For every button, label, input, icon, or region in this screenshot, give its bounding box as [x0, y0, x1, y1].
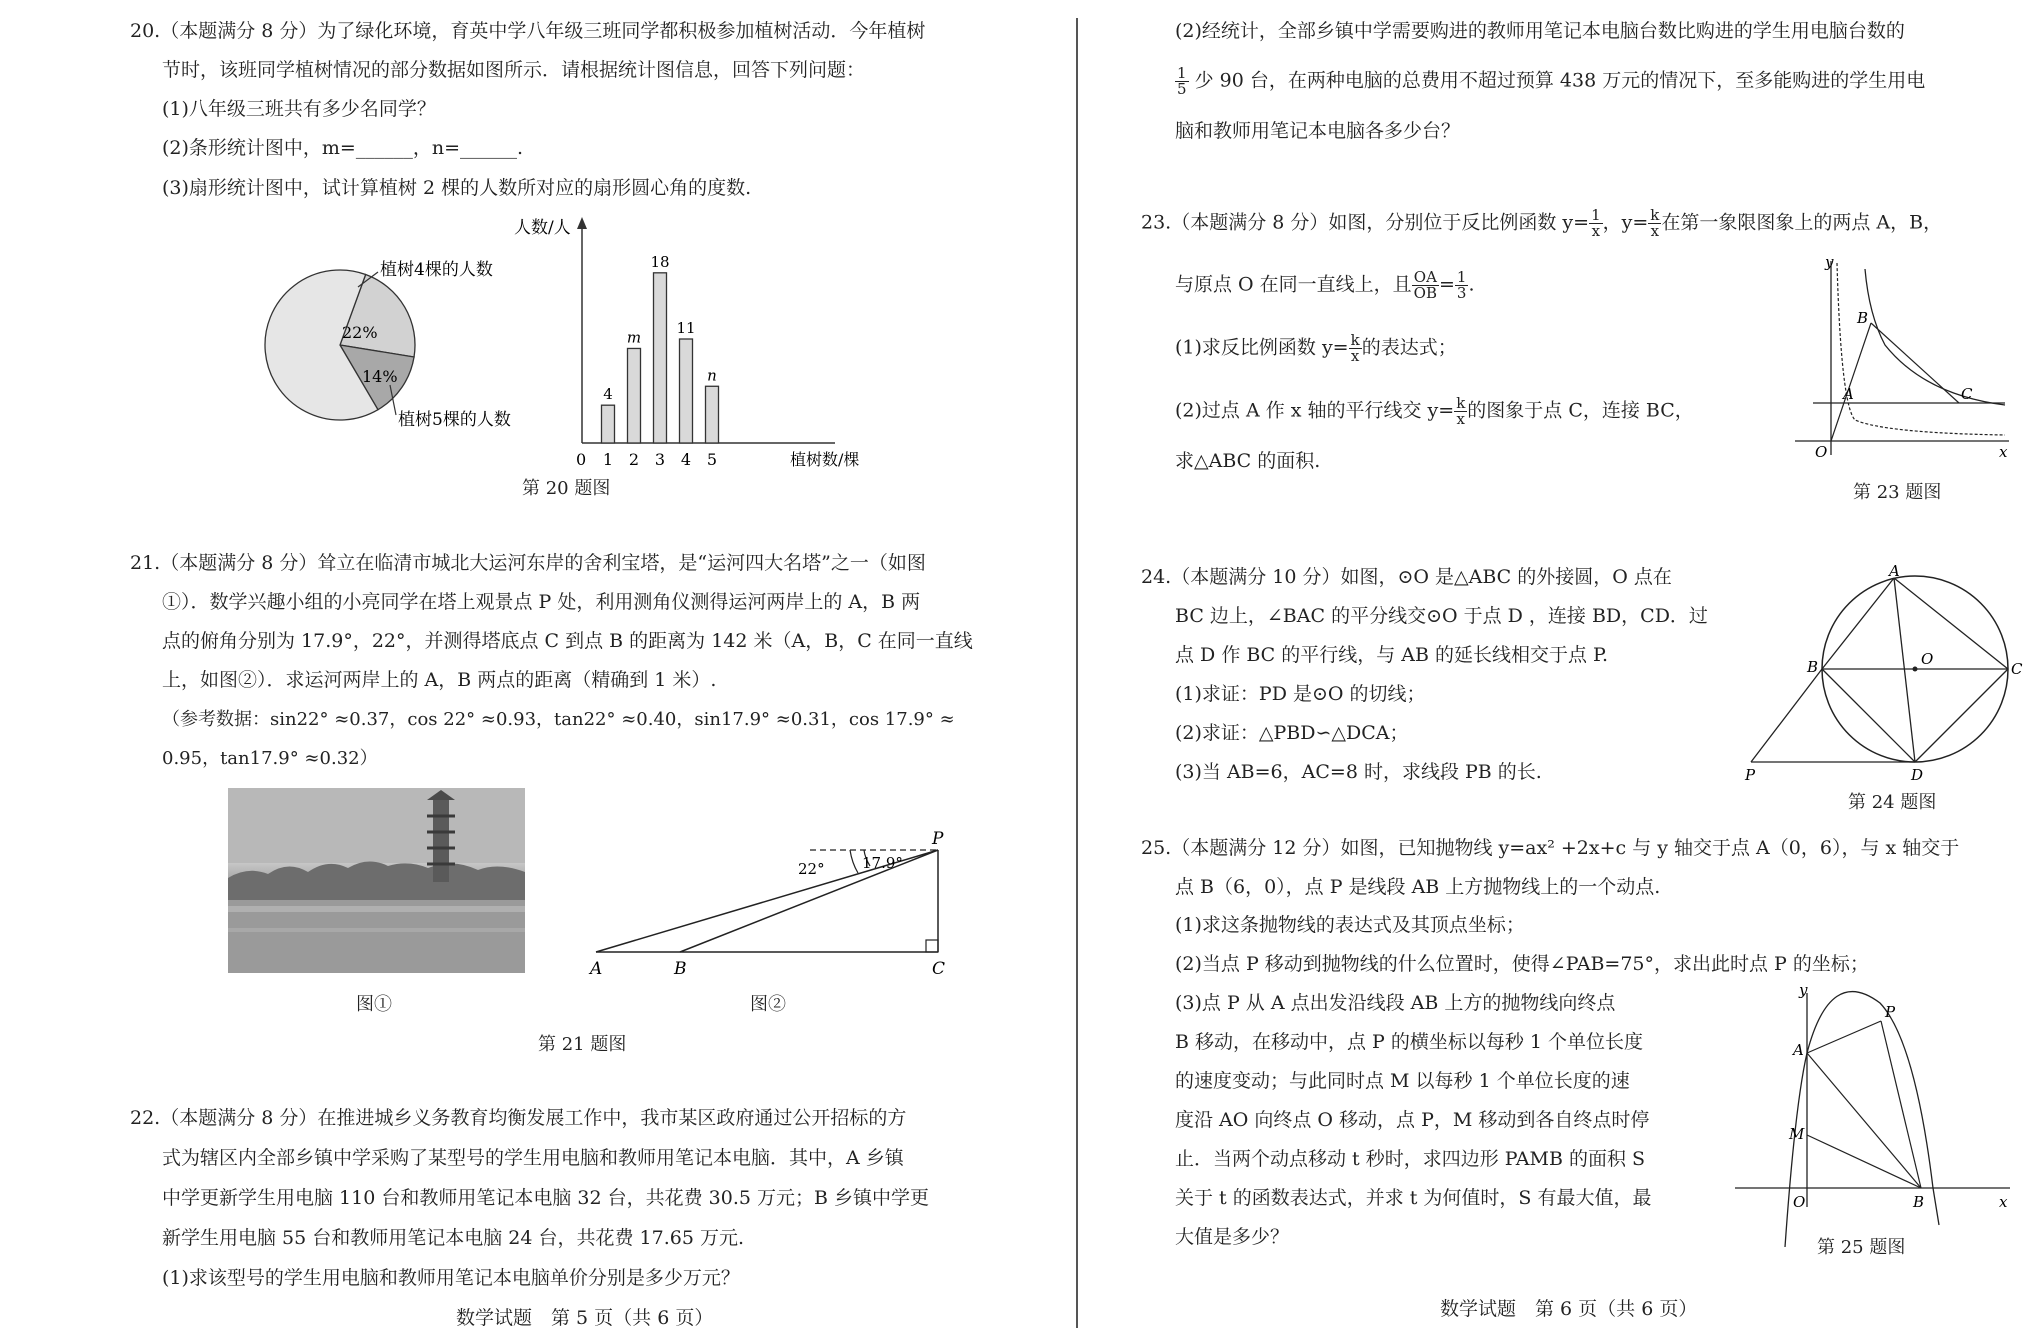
q21-caption: 第 21 题图 — [538, 1034, 627, 1055]
q23-line-4: (2)过点 A 作 x 轴的平行线交 y= $\frac{k}{x}$ 的图象于点 C，连接 BC， — [1175, 394, 1694, 428]
q25-line-10: 关于 t 的函数表达式，并求 t 为何值时，S 有最大值，最 — [1175, 1187, 1652, 1209]
pagoda-illustration — [228, 788, 525, 973]
q24-line-4: (1)求证：PD 是⊙O 的切线； — [1175, 683, 1426, 705]
bar-tick-label-1: 1 — [602, 450, 614, 469]
fraction-one-fifth: $\frac{1}{5}$ — [1177, 64, 1187, 98]
q25-line-7: 的速度变动；与此同时点 M 以每秒 1 个单位长度的速 — [1175, 1070, 1630, 1092]
q21-line-4: 上，如图②）．求运河两岸上的 A，B 两点的距离（精确到 1 米）. — [162, 669, 717, 691]
bar-value-label-4: 11 — [676, 319, 696, 337]
q23-A-label: A — [1843, 385, 1854, 403]
q25-line-9: 止．当两个动点移动 t 秒时，求四边形 PAMB 的面积 S — [1175, 1148, 1646, 1170]
q25-line-3: (1)求这条抛物线的表达式及其顶点坐标； — [1175, 914, 1525, 936]
q23-y-label: y — [1825, 253, 1834, 271]
q20-line-5: (3)扇形统计图中，试计算植树 2 棵的人数所对应的扇形圆心角的度数. — [162, 177, 752, 199]
q22-line-3: 中学更新学生用电脑 110 台和教师用笔记本电脑 32 台，共花费 30.5 万元；B 乡镇中学更 — [162, 1187, 929, 1209]
q21-line-6: 0.95，tan17.9° ≈0.32） — [162, 748, 378, 769]
q23-line-5: 求△ABC 的面积. — [1175, 450, 1321, 472]
right-page — [1095, 0, 2028, 1340]
q25-line-4: (2)当点 P 移动到抛物线的什么位置时，使得∠PAB=75°，求出此时点 P 的坐标； — [1175, 953, 1869, 975]
q23-O-label: O — [1815, 443, 1828, 461]
q23-line-2: 与原点 O 在同一直线上，且 $\frac{OA}{OB}$ = $\frac{1}{3}$ . — [1175, 268, 1475, 302]
q21-line-3: 点的俯角分别为 17.9°，22°，并测得塔底点 C 到点 B 的距离为 142 米（A，B，C 在同一直线 — [162, 630, 973, 652]
q25-line-5: (3)点 P 从 A 点出发沿线段 AB 上方的抛物线向终点 — [1175, 992, 1616, 1014]
q25-x-label: x — [1999, 1193, 2008, 1211]
bar-value-label-5: n — [707, 366, 717, 385]
left-footer: 数学试题 第 5 页（共 6 页） — [456, 1307, 714, 1329]
q23-caption: 第 23 题图 — [1853, 482, 1942, 503]
bar-origin-label: 0 — [576, 450, 587, 469]
q23-line-3: (1)求反比例函数 y= $\frac{k}{x}$ 的表达式； — [1175, 331, 1457, 365]
bar-tick-label-4: 4 — [680, 450, 692, 469]
point-A: A — [590, 959, 603, 979]
q25-A-label: A — [1793, 1041, 1804, 1059]
bar-1 — [602, 405, 615, 443]
bar-tick-label-3: 3 — [654, 450, 666, 469]
bar-y-arrow — [577, 217, 587, 229]
right-footer: 数学试题 第 6 页（共 6 页） — [1440, 1298, 1698, 1320]
pie-label-4: 植树4棵的人数 — [380, 260, 493, 280]
q24-P-label: P — [1745, 766, 1756, 784]
q24-caption: 第 24 题图 — [1848, 792, 1937, 813]
pie-pct-14: 14% — [362, 367, 398, 386]
point-P: P — [932, 829, 944, 849]
bar-5 — [706, 386, 719, 443]
q25-M-label: M — [1789, 1125, 1805, 1143]
q24-O-label: O — [1921, 650, 1934, 668]
q21-fig2-label: 图② — [750, 994, 786, 1015]
q22-line-4: 新学生用电脑 55 台和教师用笔记本电脑 24 台，共花费 17.65 万元. — [162, 1227, 745, 1249]
bar-value-label-1: 4 — [603, 385, 613, 404]
q22-part2-line-3: 脑和教师用笔记本电脑各多少台？ — [1175, 120, 1461, 142]
q21-fig1-label: 图① — [356, 994, 392, 1015]
q24-line-1: 24.（本题满分 10 分）如图，⊙O 是△ABC 的外接圆，O 点在 — [1141, 566, 1672, 588]
q22-part2-line-2: $\frac{1}{5}$ 少 90 台，在两种电脑的总费用不超过预算 438 万元的情况下，至多能购进的学生用电 — [1177, 64, 1926, 98]
q24-line-3: 点 D 作 BC 的平行线，与 AB 的延长线相交于点 P. — [1175, 644, 1609, 666]
bar-tick-label-5: 5 — [706, 450, 718, 469]
q25-caption: 第 25 题图 — [1817, 1237, 1906, 1258]
q25-line-8: 度沿 AO 向终点 O 移动，点 P，M 移动到各自终点时停 — [1175, 1109, 1650, 1131]
q22-line-2: 式为辖区内全部乡镇中学采购了某型号的学生用电脑和教师用笔记本电脑．其中，A 乡镇 — [162, 1147, 904, 1169]
bar-value-label-2: m — [626, 328, 642, 347]
angle-22: 22° — [798, 860, 825, 878]
q22-line-1: 22.（本题满分 8 分）在推进城乡义务教育均衡发展工作中，我市某区政府通过公开招标的方 — [130, 1107, 907, 1129]
q21-line-1: 21.（本题满分 8 分）耸立在临清市城北大运河东岸的舍利宝塔，是“运河四大名塔”之一（如图 — [130, 552, 926, 574]
q20-caption: 第 20 题图 — [522, 478, 611, 499]
q25-line-11: 大值是多少？ — [1175, 1226, 1290, 1248]
q21-triangle-figure — [580, 828, 960, 978]
q24-D-label: D — [1911, 766, 1924, 784]
q20-line-1: 20.（本题满分 8 分）为了绿化环境，育英中学八年级三班同学都积极参加植树活动．今年植树 — [130, 20, 926, 42]
bar-xlabel: 植树数/棵 — [790, 450, 860, 469]
bar-3 — [654, 273, 667, 443]
point-B: B — [674, 959, 687, 979]
q25-y-label: y — [1799, 981, 1808, 999]
q25-figure — [1715, 981, 2015, 1215]
q23-line-1: 23.（本题满分 8 分）如图，分别位于反比例函数 y= $\frac{1}{x}$ ，y= $\frac{k}{x}$ 在第一象限图象上的两点 A，B， — [1141, 206, 1943, 240]
q23-B-label: B — [1857, 309, 1869, 327]
q22-line-5: (1)求该型号的学生用电脑和教师用笔记本电脑单价分别是多少万元？ — [162, 1267, 740, 1289]
pie-label-5: 植树5棵的人数 — [398, 410, 511, 430]
q24-line-6: (3)当 AB=6，AC=8 时，求线段 PB 的长. — [1175, 761, 1542, 783]
q21-line-5: （参考数据：sin22° ≈0.37，cos 22° ≈0.93，tan22° ≈0.40，sin17.9° ≈0.31，cos 17.9° ≈ — [162, 709, 955, 730]
bar-tick-label-2: 2 — [628, 450, 640, 469]
q21-line-2: ①）．数学兴趣小组的小亮同学在塔上观景点 P 处，利用测角仪测得运河两岸上的 A，B 两 — [162, 591, 921, 613]
q25-O-label: O — [1793, 1193, 1806, 1211]
q23-C-label: C — [1961, 385, 1973, 403]
pie-pct-22: 22% — [342, 323, 378, 342]
q20-line-4: (2)条形统计图中，m=______，n=______. — [162, 137, 524, 159]
bar-ylabel: 人数/人 — [514, 218, 571, 238]
q24-figure — [1745, 562, 2023, 788]
q24-C-label: C — [2011, 660, 2023, 678]
bar-4 — [680, 339, 693, 443]
q22-part2-line-1: (2)经统计，全部乡镇中学需要购进的教师用笔记本电脑台数比购进的学生用电脑台数的 — [1175, 20, 1905, 42]
page-divider — [1076, 18, 1078, 1328]
pagoda-photo — [228, 788, 525, 973]
bar-2 — [628, 348, 641, 443]
q25-line-1: 25.（本题满分 12 分）如图，已知抛物线 y=ax² +2x+c 与 y 轴交于点 A（0，6），与 x 轴交于 — [1141, 837, 1960, 859]
q25-P-label: P — [1885, 1003, 1896, 1021]
q25-line-6: B 移动，在移动中，点 P 的横坐标以每秒 1 个单位长度 — [1175, 1031, 1644, 1053]
q24-B-label: B — [1807, 658, 1819, 676]
q24-line-2: BC 边上，∠BAC 的平分线交⊙O 于点 D ，连接 BD，CD．过 — [1175, 605, 1708, 627]
bar-chart — [500, 215, 890, 475]
q25-B-label: B — [1913, 1193, 1925, 1211]
bar-marks — [602, 253, 719, 469]
q20-line-2: 节时，该班同学植树情况的部分数据如图所示．请根据统计图信息，回答下列问题： — [162, 59, 866, 81]
bar-value-label-3: 18 — [650, 252, 670, 271]
q23-x-label: x — [1999, 443, 2008, 461]
q25-line-2: 点 B（6，0），点 P 是线段 AB 上方抛物线上的一个动点. — [1175, 876, 1661, 898]
q20-line-3: (1)八年级三班共有多少名同学？ — [162, 98, 436, 120]
point-C: C — [932, 959, 946, 979]
q23-figure — [1785, 255, 2015, 465]
angle-17-9: 17.9° — [862, 854, 903, 872]
q24-A-label: A — [1889, 562, 1900, 580]
q24-line-5: (2)求证：△PBD∽△DCA； — [1175, 722, 1409, 744]
